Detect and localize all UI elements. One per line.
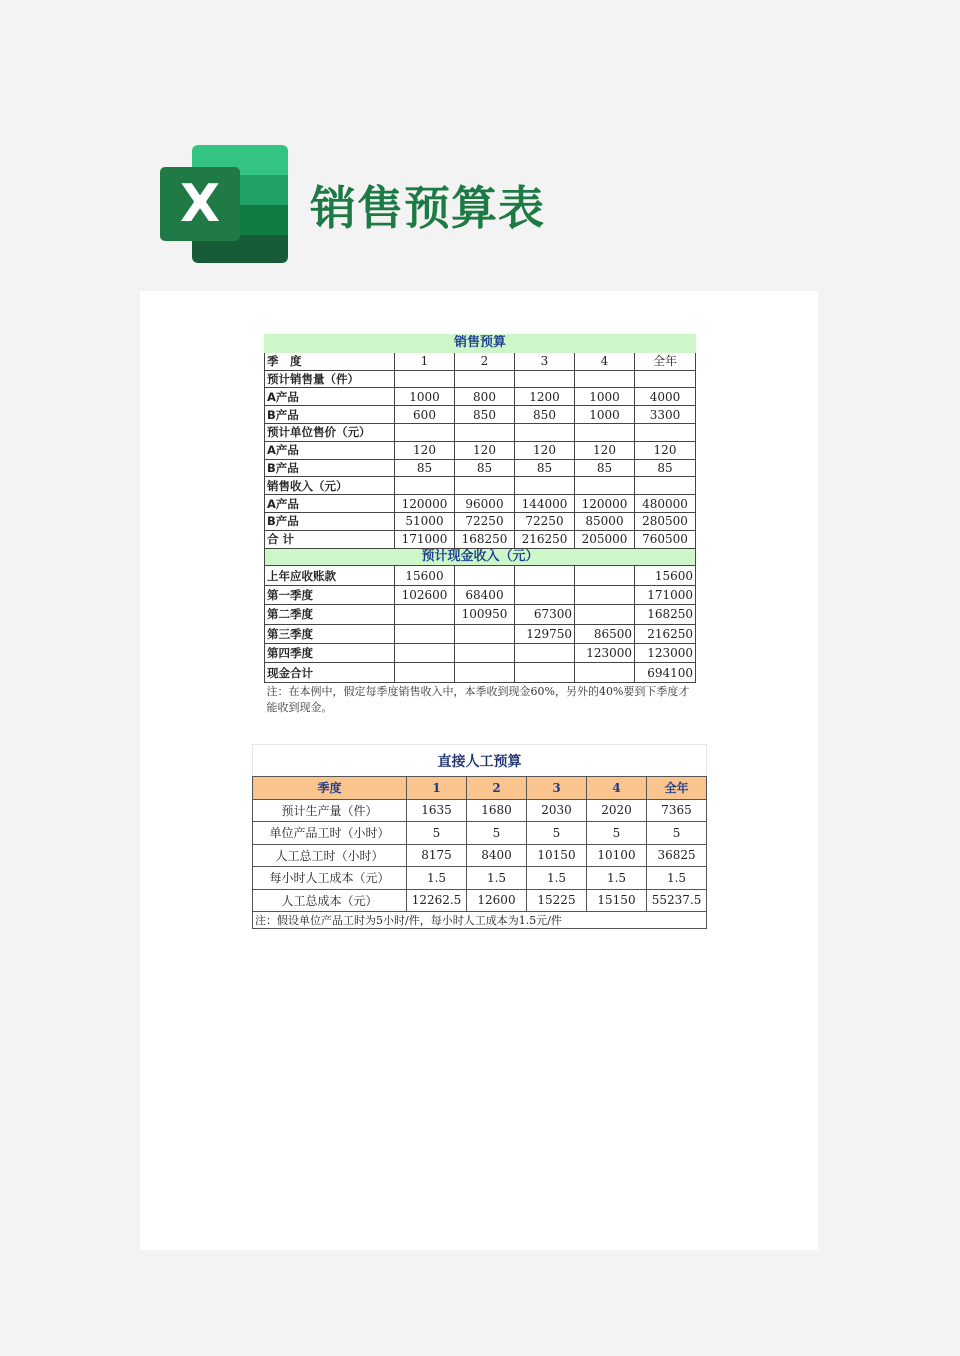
value-cell: 12262.5	[407, 889, 467, 912]
value-cell	[395, 624, 455, 643]
value-cell: 144000	[515, 495, 575, 513]
labor-title-row	[253, 745, 707, 777]
value-cell: 800	[455, 388, 515, 406]
value-cell: 5	[467, 822, 527, 845]
value-cell	[575, 605, 635, 624]
cash-row	[265, 566, 696, 585]
cash-row	[265, 663, 696, 682]
labor-header-row	[253, 777, 707, 800]
row-label: 人工总成本（元）	[253, 889, 407, 912]
column-header: 3	[515, 352, 575, 370]
cash-row	[265, 585, 696, 604]
column-header: 4	[575, 352, 635, 370]
value-cell: 120000	[395, 495, 455, 513]
value-cell: 5	[407, 822, 467, 845]
row-label: 第三季度	[265, 624, 395, 643]
cash-title-row	[265, 548, 696, 566]
row-label: 合 计	[265, 530, 395, 548]
value-cell: 205000	[575, 530, 635, 548]
value-cell: 120	[635, 441, 696, 459]
value-cell: 10150	[527, 844, 587, 867]
note-row	[265, 682, 696, 720]
labor-note: 注：假设单位产品工时为5小时/件，每小时人工成本为1.5元/件	[253, 912, 707, 929]
value-cell	[515, 585, 575, 604]
empty-cell	[455, 370, 515, 388]
value-cell: 3300	[635, 406, 696, 424]
row-label: B产品	[265, 512, 395, 530]
value-cell: 123000	[635, 643, 696, 662]
empty-cell	[515, 370, 575, 388]
row-label: 单位产品工时（小时）	[253, 822, 407, 845]
row-label: 上年应收账款	[265, 566, 395, 585]
column-header: 1	[407, 777, 467, 800]
value-cell: 8175	[407, 844, 467, 867]
value-cell: 120	[455, 441, 515, 459]
section-row	[265, 370, 696, 388]
value-cell: 600	[395, 406, 455, 424]
labor-row	[253, 844, 707, 867]
value-cell: 850	[515, 406, 575, 424]
row-label: 第二季度	[265, 605, 395, 624]
empty-cell	[635, 370, 696, 388]
section-label: 预计销售量（件）	[265, 370, 395, 388]
row-label: 每小时人工成本（元）	[253, 867, 407, 890]
excel-logo-icon	[160, 145, 288, 263]
value-cell: 1.5	[527, 867, 587, 890]
value-cell	[575, 663, 635, 682]
value-cell: 8400	[467, 844, 527, 867]
value-cell: 1.5	[407, 867, 467, 890]
value-cell: 216250	[635, 624, 696, 643]
value-cell: 120	[575, 441, 635, 459]
value-cell: 129750	[515, 624, 575, 643]
data-row	[265, 512, 696, 530]
empty-cell	[455, 423, 515, 441]
value-cell: 1635	[407, 799, 467, 822]
value-cell: 5	[647, 822, 707, 845]
value-cell: 85	[635, 459, 696, 477]
data-row	[265, 495, 696, 513]
row-label: 第一季度	[265, 585, 395, 604]
empty-cell	[575, 477, 635, 495]
value-cell: 1000	[575, 388, 635, 406]
value-cell: 72250	[515, 512, 575, 530]
value-cell: 5	[587, 822, 647, 845]
value-cell	[575, 585, 635, 604]
empty-cell	[395, 423, 455, 441]
labor-row	[253, 799, 707, 822]
row-label: 预计生产量（件）	[253, 799, 407, 822]
column-header: 季 度	[265, 352, 395, 370]
value-cell: 1.5	[467, 867, 527, 890]
column-header: 全年	[647, 777, 707, 800]
data-row	[265, 441, 696, 459]
value-cell: 15225	[527, 889, 587, 912]
sales-header-row	[265, 352, 696, 370]
sales-note: 注：在本例中，假定每季度销售收入中，本季收到现金60%，另外的40%要到下季度才能收到现金。	[266, 684, 690, 714]
cash-row	[265, 643, 696, 662]
value-cell: 168250	[635, 605, 696, 624]
value-cell: 120000	[575, 495, 635, 513]
value-cell: 102600	[395, 585, 455, 604]
column-header: 2	[455, 352, 515, 370]
sales-title-row	[265, 335, 696, 353]
value-cell	[395, 663, 455, 682]
value-cell: 51000	[395, 512, 455, 530]
value-cell	[455, 643, 515, 662]
row-label: 第四季度	[265, 643, 395, 662]
value-cell: 120	[515, 441, 575, 459]
value-cell: 10100	[587, 844, 647, 867]
value-cell: 68400	[455, 585, 515, 604]
value-cell: 760500	[635, 530, 696, 548]
value-cell: 5	[527, 822, 587, 845]
column-header: 季度	[253, 777, 407, 800]
empty-cell	[515, 477, 575, 495]
column-header: 3	[527, 777, 587, 800]
row-label: A产品	[265, 388, 395, 406]
row-label: B产品	[265, 406, 395, 424]
value-cell: 100950	[455, 605, 515, 624]
value-cell: 96000	[455, 495, 515, 513]
value-cell: 168250	[455, 530, 515, 548]
value-cell: 123000	[575, 643, 635, 662]
labor-row	[253, 822, 707, 845]
value-cell: 72250	[455, 512, 515, 530]
row-label: 人工总工时（小时）	[253, 844, 407, 867]
value-cell: 36825	[647, 844, 707, 867]
value-cell	[575, 566, 635, 585]
value-cell: 55237.5	[647, 889, 707, 912]
value-cell: 171000	[395, 530, 455, 548]
row-label: A产品	[265, 441, 395, 459]
value-cell: 12600	[467, 889, 527, 912]
labor-row	[253, 867, 707, 890]
value-cell: 850	[455, 406, 515, 424]
data-row	[265, 530, 696, 548]
value-cell: 2020	[587, 799, 647, 822]
value-cell: 1680	[467, 799, 527, 822]
excel-x-badge: X	[160, 167, 240, 241]
row-label: B产品	[265, 459, 395, 477]
value-cell	[515, 643, 575, 662]
value-cell	[515, 566, 575, 585]
section-label: 销售收入（元）	[265, 477, 395, 495]
labor-budget-table	[252, 744, 707, 929]
empty-cell	[635, 423, 696, 441]
value-cell	[455, 624, 515, 643]
value-cell: 216250	[515, 530, 575, 548]
value-cell: 86500	[575, 624, 635, 643]
value-cell: 85	[455, 459, 515, 477]
value-cell: 280500	[635, 512, 696, 530]
value-cell: 15150	[587, 889, 647, 912]
cash-row	[265, 605, 696, 624]
section-row	[265, 477, 696, 495]
value-cell	[515, 663, 575, 682]
value-cell: 1000	[395, 388, 455, 406]
column-header: 4	[587, 777, 647, 800]
cash-row	[265, 624, 696, 643]
value-cell: 120	[395, 441, 455, 459]
value-cell: 7365	[647, 799, 707, 822]
column-header: 全年	[635, 352, 696, 370]
data-row	[265, 459, 696, 477]
value-cell: 15600	[635, 566, 696, 585]
sales-budget-table	[264, 334, 696, 720]
value-cell: 171000	[635, 585, 696, 604]
data-row	[265, 388, 696, 406]
labor-table-title: 直接人工预算	[253, 745, 707, 777]
empty-cell	[515, 423, 575, 441]
sales-table-title: 销售预算	[265, 335, 696, 353]
labor-note-row	[253, 912, 707, 929]
value-cell: 67300	[515, 605, 575, 624]
value-cell: 2030	[527, 799, 587, 822]
value-cell: 4000	[635, 388, 696, 406]
value-cell: 1.5	[647, 867, 707, 890]
data-row	[265, 406, 696, 424]
empty-cell	[455, 477, 515, 495]
value-cell: 1.5	[587, 867, 647, 890]
value-cell: 85	[575, 459, 635, 477]
empty-cell	[575, 423, 635, 441]
empty-cell	[635, 477, 696, 495]
value-cell	[395, 605, 455, 624]
value-cell: 85000	[575, 512, 635, 530]
value-cell	[395, 643, 455, 662]
page-title: 销售预算表	[310, 181, 545, 235]
value-cell	[455, 663, 515, 682]
value-cell: 1200	[515, 388, 575, 406]
section-row	[265, 423, 696, 441]
section-label: 预计单位售价（元）	[265, 423, 395, 441]
column-header: 2	[467, 777, 527, 800]
value-cell	[455, 566, 515, 585]
value-cell: 1000	[575, 406, 635, 424]
value-cell: 694100	[635, 663, 696, 682]
empty-cell	[575, 370, 635, 388]
value-cell: 480000	[635, 495, 696, 513]
labor-row	[253, 889, 707, 912]
row-label: 现金合计	[265, 663, 395, 682]
cash-table-title: 预计现金收入（元）	[265, 548, 696, 566]
value-cell: 85	[395, 459, 455, 477]
empty-cell	[395, 477, 455, 495]
row-label: A产品	[265, 495, 395, 513]
empty-cell	[395, 370, 455, 388]
value-cell: 85	[515, 459, 575, 477]
value-cell: 15600	[395, 566, 455, 585]
column-header: 1	[395, 352, 455, 370]
